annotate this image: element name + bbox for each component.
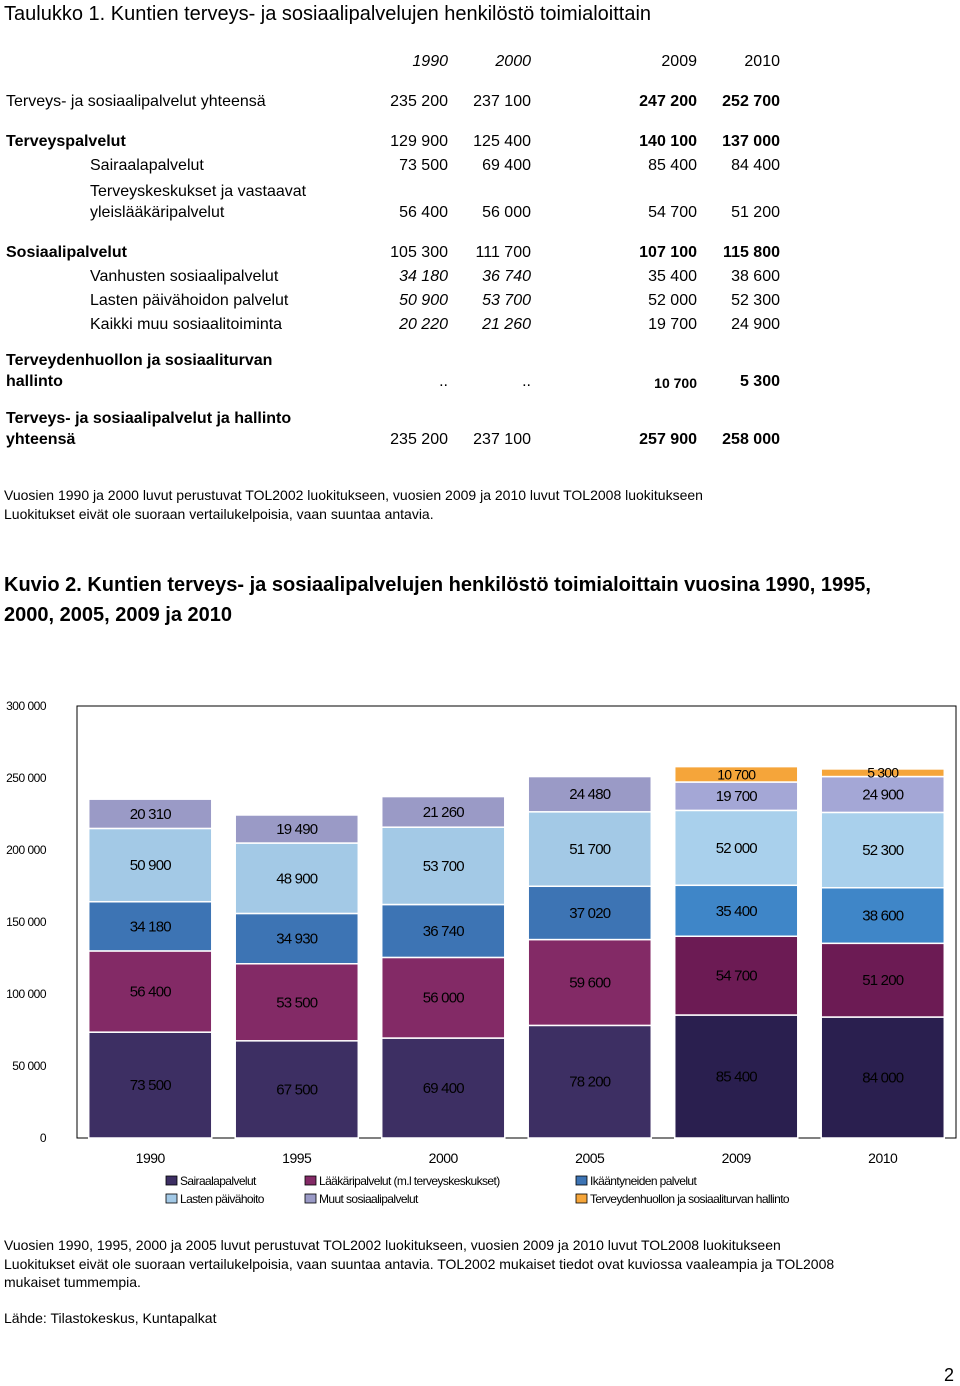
row-label: Sosiaalipalvelut [6, 244, 127, 261]
bar-value-label: 48 900 [276, 870, 318, 888]
row-label-line2: hallinto [6, 373, 63, 390]
year-header-1990: 1990 [412, 53, 448, 70]
table-row [0, 183, 960, 227]
cell: 35 400 [648, 268, 697, 285]
legend-swatch [576, 1176, 587, 1185]
y-tick-label: 200 000 [6, 843, 46, 857]
bar-value-label: 54 700 [715, 967, 757, 985]
cell: 115 800 [723, 244, 780, 261]
cell: 235 200 [390, 93, 448, 110]
x-tick-label: 2000 [428, 1150, 458, 1166]
cell: 5 300 [739, 373, 780, 390]
cell: 53 700 [482, 292, 531, 309]
bar-value-label: 67 500 [276, 1081, 318, 1099]
cell: 129 900 [390, 133, 448, 150]
cell: 257 900 [639, 431, 697, 448]
bar-value-label: 19 490 [276, 821, 318, 839]
legend-label: Ikääntyneiden palvelut [590, 1174, 697, 1188]
bar-value-label: 52 000 [715, 839, 757, 857]
x-tick-label: 1990 [135, 1150, 165, 1166]
cell: 34 180 [399, 268, 448, 285]
x-tick-label: 1995 [282, 1150, 312, 1166]
table-row [0, 93, 960, 115]
bar-value-label: 38 600 [862, 907, 904, 925]
figure-note-2: Luokitukset eivät ole suoraan vertailukelpoisia, vaan suuntaa antavia. TOL2002 mukaiset tiedot ovat kuviossa vaaleampia ja TOL2008 [4, 1256, 835, 1272]
y-tick-label: 0 [39, 1131, 46, 1145]
bar-value-label: 35 400 [715, 902, 757, 920]
year-header-2000: 2000 [495, 53, 531, 70]
bar-value-label: 73 500 [129, 1077, 171, 1095]
cell: 52 300 [731, 292, 780, 309]
cell: 85 400 [648, 157, 697, 174]
y-tick-label: 250 000 [6, 771, 46, 785]
bar-value-label: 10 700 [717, 766, 756, 783]
cell: 235 200 [390, 431, 448, 448]
cell: 69 400 [482, 157, 531, 174]
row-label: Kaikki muu sosiaalitoiminta [90, 316, 283, 333]
cell: 36 740 [482, 268, 531, 285]
legend-swatch [305, 1176, 316, 1185]
cell: 51 200 [731, 204, 780, 221]
cell: 137 000 [722, 133, 780, 150]
cell: 21 260 [482, 316, 531, 333]
table-row [0, 410, 960, 454]
legend-swatch [166, 1194, 177, 1203]
cell: 56 000 [482, 204, 531, 221]
page-number: 2 [944, 1365, 955, 1385]
bar-value-label: 50 900 [129, 857, 171, 875]
cell: 237 100 [473, 93, 531, 110]
table-row [0, 157, 960, 179]
year-header-2009: 2009 [661, 53, 697, 70]
legend-label: Terveydenhuollon ja sosiaaliturvan hallinto [590, 1192, 790, 1206]
cell: 56 400 [399, 204, 448, 221]
bar-value-label: 85 400 [715, 1068, 757, 1086]
y-tick-label: 150 000 [6, 915, 46, 929]
x-tick-label: 2009 [721, 1150, 751, 1166]
cell: 20 220 [399, 316, 448, 333]
x-tick-label: 2010 [868, 1150, 898, 1166]
bar-value-label: 21 260 [422, 803, 464, 821]
source-text: Lähde: Tilastokeskus, Kuntapalkat [4, 1310, 217, 1326]
row-label: Vanhusten sosiaalipalvelut [90, 268, 279, 285]
row-label-line2: yleislääkäripalvelut [90, 204, 225, 221]
bar-value-label: 59 600 [569, 974, 611, 992]
legend-label: Lasten päivähoito [180, 1192, 264, 1206]
table-row [0, 133, 960, 155]
bar-value-label: 34 180 [129, 918, 171, 936]
cell: 111 700 [475, 244, 531, 261]
bar-value-label: 51 700 [569, 841, 611, 859]
bar-value-label: 69 400 [422, 1080, 464, 1098]
figure-note-3: mukaiset tummempia. [4, 1274, 141, 1290]
bar-value-label: 36 740 [422, 922, 464, 940]
bar-value-label: 53 500 [276, 994, 318, 1012]
figure-title-text: Kuntien terveys- ja sosiaalipalvelujen henkilöstö toimialoittain vuosina 1990, 1995, [87, 574, 871, 596]
cell: .. [439, 373, 448, 390]
row-label-line2: yhteensä [6, 431, 76, 448]
table-year-header [0, 53, 960, 75]
y-tick-label: 300 000 [6, 699, 46, 713]
cell: 50 900 [399, 292, 448, 309]
cell: .. [522, 373, 531, 390]
bar-value-label: 34 930 [276, 930, 318, 948]
table-row [0, 352, 960, 396]
cell: 54 700 [648, 204, 697, 221]
bar-value-label: 53 700 [422, 857, 464, 875]
cell: 52 000 [648, 292, 697, 309]
cell: 105 300 [390, 244, 448, 261]
row-label: Terveyskeskukset ja vastaavat [90, 183, 307, 200]
table-row [0, 244, 960, 266]
figure-title-line1: Kuvio 2. Kuntien terveys- ja sosiaalipalvelujen henkilöstö toimialoittain vuosina 1990, 1995, [4, 574, 871, 596]
row-label: Lasten päivähoidon palvelut [90, 292, 289, 309]
bar-value-label: 20 310 [129, 805, 171, 823]
y-tick-label: 100 000 [6, 987, 46, 1001]
row-label: Sairaalapalvelut [90, 157, 204, 174]
cell: 24 900 [731, 316, 780, 333]
row-label: Terveydenhuollon ja sosiaaliturvan [6, 352, 273, 369]
cell: 38 600 [731, 268, 780, 285]
table-note-1: Vuosien 1990 ja 2000 luvut perustuvat TOL2002 luokitukseen, vuosien 2009 ja 2010 luvut TOL2008 luokitukseen [4, 487, 703, 503]
x-tick-label: 2005 [575, 1150, 605, 1166]
cell: 73 500 [399, 157, 448, 174]
cell: 247 200 [639, 93, 697, 110]
row-label: Terveys- ja sosiaalipalvelut ja hallinto [6, 410, 292, 427]
bar-value-label: 51 200 [862, 972, 904, 990]
bar-value-label: 37 020 [569, 904, 611, 922]
table-row [0, 316, 960, 338]
bar-value-label: 19 700 [715, 788, 757, 806]
figure-title-line2: 2000, 2005, 2009 ja 2010 [4, 604, 232, 626]
cell: 237 100 [473, 431, 531, 448]
table-row [0, 292, 960, 314]
legend-swatch [305, 1194, 316, 1203]
cell: 258 000 [722, 431, 780, 448]
legend-label: Lääkäripalvelut (m.l terveyskeskukset) [319, 1174, 500, 1188]
year-header-2010: 2010 [744, 53, 780, 70]
legend-label: Sairaalapalvelut [180, 1174, 256, 1188]
cell: 252 700 [722, 93, 780, 110]
cell: 19 700 [648, 316, 697, 333]
legend-swatch [166, 1176, 177, 1185]
bar-value-label: 52 300 [862, 842, 904, 860]
bar-value-label: 78 200 [569, 1073, 611, 1091]
bar-value-label: 56 400 [129, 983, 171, 1001]
table-title: Taulukko 1. Kuntien terveys- ja sosiaalipalvelujen henkilöstö toimialoittain [4, 3, 652, 25]
figure-note-1: Vuosien 1990, 1995, 2000 ja 2005 luvut perustuvat TOL2002 luokitukseen, vuosien 2009 ja 2010 luvut TOL2008 luokitukseen [4, 1237, 781, 1253]
legend-label: Muut sosiaalipalvelut [319, 1192, 418, 1206]
bar-value-label: 24 480 [569, 786, 611, 804]
cell: 107 100 [639, 244, 697, 261]
cell: 84 400 [731, 157, 780, 174]
legend-swatch [576, 1194, 587, 1203]
y-tick-label: 50 000 [12, 1059, 46, 1073]
row-label: Terveyspalvelut [6, 133, 126, 150]
cell: 140 100 [639, 133, 697, 150]
bar-value-label: 56 000 [422, 989, 464, 1007]
bar-value-label: 5 300 [867, 764, 899, 781]
table-row [0, 268, 960, 290]
bar-value-label: 84 000 [862, 1069, 904, 1087]
row-label: Terveys- ja sosiaalipalvelut yhteensä [6, 93, 266, 110]
bar-value-label: 24 900 [862, 786, 904, 804]
stacked-bar-chart [0, 690, 960, 1220]
cell: 125 400 [473, 133, 531, 150]
cell: 10 700 [654, 375, 697, 391]
table-note-2: Luokitukset eivät ole suoraan vertailukelpoisia, vaan suuntaa antavia. [4, 506, 434, 522]
